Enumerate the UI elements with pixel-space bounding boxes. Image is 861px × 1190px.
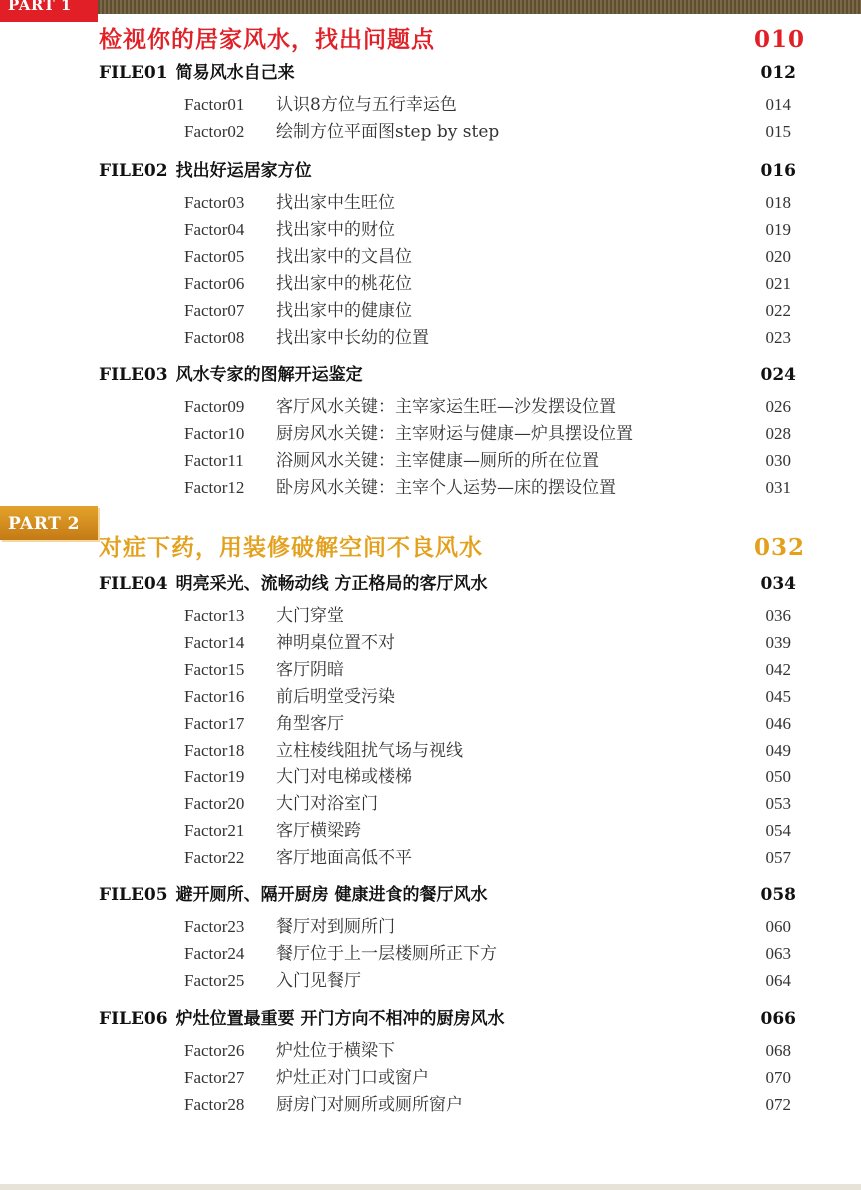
factor-row[interactable] <box>0 738 861 764</box>
part-title: 对症下药，用装修破解空间不良风水 <box>99 534 483 561</box>
factor-page-number: 045 <box>765 686 791 706</box>
factor-code: Factor03 <box>184 193 245 212</box>
factor-title: 浴厕风水关键：主宰健康—厕所的所在位置 <box>276 450 599 471</box>
factor-row[interactable] <box>0 217 861 243</box>
factor-title: 厨房风水关键：主宰财运与健康—炉具摆设位置 <box>276 423 633 444</box>
factor-row[interactable] <box>0 791 861 817</box>
factor-page-number: 060 <box>765 917 791 936</box>
factor-code: Factor19 <box>184 767 245 787</box>
factor-code: Factor18 <box>184 740 245 760</box>
factor-code: Factor26 <box>184 1041 245 1060</box>
factor-row[interactable] <box>0 603 861 629</box>
factor-page-number: 030 <box>765 450 791 470</box>
factor-title: 绘制方位平面图step by step <box>276 121 500 142</box>
factor-code: Factor22 <box>184 848 245 868</box>
factor-row[interactable] <box>0 1038 861 1064</box>
factor-code: Factor15 <box>184 659 245 679</box>
file-code: FILE05 <box>99 885 168 905</box>
factor-code: Factor01 <box>184 95 245 114</box>
factor-code: Factor24 <box>184 943 245 963</box>
file-title: 避开厕所、隔开厨房 健康进食的餐厅风水 <box>175 885 488 905</box>
factor-row[interactable] <box>0 657 861 683</box>
factor-page-number: 068 <box>765 1041 791 1060</box>
bottom-decorative-line <box>0 1184 861 1190</box>
factor-code: Factor28 <box>184 1094 245 1114</box>
factor-page-number: 046 <box>765 713 791 733</box>
factor-title: 角型客厅 <box>276 713 344 734</box>
file-heading <box>99 571 488 597</box>
factor-row[interactable] <box>0 941 861 967</box>
file-heading <box>99 1006 505 1032</box>
factor-row[interactable] <box>0 1092 861 1118</box>
factor-code: Factor06 <box>184 273 245 293</box>
part-page-number: 032 <box>753 534 805 561</box>
factor-code: Factor07 <box>184 300 245 320</box>
factor-page-number: 036 <box>765 606 791 625</box>
factor-row[interactable] <box>0 421 861 447</box>
factor-title: 客厅横梁跨 <box>276 821 361 842</box>
factor-code: Factor21 <box>184 821 245 841</box>
file-title: 炉灶位置最重要 开门方向不相冲的厨房风水 <box>175 1009 505 1029</box>
file-code: FILE02 <box>99 161 168 181</box>
factor-title: 餐厅对到厕所门 <box>276 917 395 937</box>
factor-code: Factor13 <box>184 606 245 625</box>
file-page-number: 024 <box>760 365 796 385</box>
file-page-number: 016 <box>760 161 796 181</box>
factor-title: 大门对浴室门 <box>276 794 378 815</box>
factor-code: Factor05 <box>184 246 245 266</box>
factor-title: 前后明堂受污染 <box>276 686 395 707</box>
factor-row[interactable] <box>0 298 861 324</box>
file-heading <box>99 882 488 908</box>
file-title: 明亮采光、流畅动线 方正格局的客厅风水 <box>175 574 488 594</box>
factor-page-number: 042 <box>765 659 791 679</box>
part-title-row[interactable] <box>0 25 861 55</box>
factor-row[interactable] <box>0 244 861 270</box>
factor-title: 入门见餐厅 <box>276 970 361 991</box>
factor-row[interactable] <box>0 684 861 710</box>
factor-title: 找出家中生旺位 <box>276 193 395 213</box>
factor-page-number: 053 <box>765 794 791 814</box>
factor-row[interactable] <box>0 764 861 790</box>
factor-page-number: 064 <box>765 970 791 990</box>
file-page-number: 034 <box>760 574 796 594</box>
factor-title: 找出家中的桃花位 <box>276 273 412 294</box>
factor-code: Factor08 <box>184 327 245 347</box>
file-page-number: 058 <box>760 885 796 905</box>
file-code: FILE01 <box>99 63 168 83</box>
factor-page-number: 070 <box>765 1067 791 1087</box>
part-title-row[interactable] <box>0 533 861 563</box>
factor-code: Factor02 <box>184 121 245 141</box>
factor-row[interactable] <box>0 1065 861 1091</box>
factor-page-number: 018 <box>765 193 791 212</box>
factor-code: Factor14 <box>184 632 245 652</box>
factor-code: Factor09 <box>184 397 245 416</box>
factor-page-number: 039 <box>765 632 791 652</box>
factor-code: Factor16 <box>184 686 245 706</box>
factor-row[interactable] <box>0 190 861 216</box>
factor-title: 大门对电梯或楼梯 <box>276 767 412 788</box>
factor-code: Factor20 <box>184 794 245 814</box>
factor-title: 客厅地面高低不平 <box>276 848 412 869</box>
part-page-number: 010 <box>753 26 805 53</box>
factor-title: 找出家中的财位 <box>276 219 395 240</box>
factor-row[interactable] <box>0 914 861 940</box>
factor-title: 卧房风水关键：主宰个人运势—床的摆设位置 <box>276 477 616 498</box>
factor-page-number: 026 <box>765 397 791 416</box>
factor-code: Factor23 <box>184 917 245 936</box>
factor-row[interactable] <box>0 711 861 737</box>
factor-row[interactable] <box>0 271 861 297</box>
factor-row[interactable] <box>0 475 861 501</box>
factor-row[interactable] <box>0 968 861 994</box>
file-row[interactable] <box>0 60 861 86</box>
part2-tab: PART 2 <box>0 506 98 540</box>
factor-page-number: 022 <box>765 300 791 320</box>
factor-page-number: 020 <box>765 246 791 266</box>
file-row[interactable] <box>0 1006 861 1032</box>
factor-page-number: 072 <box>765 1094 791 1114</box>
factor-page-number: 021 <box>765 273 791 293</box>
factor-page-number: 014 <box>765 95 791 114</box>
factor-page-number: 028 <box>765 423 791 443</box>
factor-title: 找出家中长幼的位置 <box>276 327 429 348</box>
factor-title: 炉灶位于横梁下 <box>276 1041 395 1061</box>
factor-page-number: 023 <box>765 327 791 347</box>
part1-tab: PART 1 <box>0 0 98 22</box>
factor-row[interactable] <box>0 630 861 656</box>
factor-row[interactable] <box>0 818 861 844</box>
factor-code: Factor04 <box>184 219 245 239</box>
file-title: 简易风水自己来 <box>175 63 295 83</box>
factor-title: 客厅风水关键：主宰家运生旺—沙发摆设位置 <box>276 397 616 417</box>
file-title: 风水专家的图解开运鉴定 <box>175 365 363 385</box>
file-row[interactable] <box>0 882 861 908</box>
factor-page-number: 054 <box>765 821 791 841</box>
factor-page-number: 063 <box>765 943 791 963</box>
file-code: FILE06 <box>99 1009 168 1029</box>
file-code: FILE03 <box>99 365 168 385</box>
file-heading <box>99 362 363 388</box>
factor-code: Factor12 <box>184 477 245 497</box>
factor-code: Factor10 <box>184 423 245 443</box>
factor-row[interactable] <box>0 92 861 118</box>
factor-title: 炉灶正对门口或窗户 <box>276 1067 429 1088</box>
factor-title: 找出家中的文昌位 <box>276 246 412 267</box>
file-title: 找出好运居家方位 <box>175 161 312 181</box>
file-page-number: 012 <box>760 63 796 83</box>
factor-page-number: 019 <box>765 219 791 239</box>
factor-row[interactable] <box>0 394 861 420</box>
file-heading <box>99 60 295 86</box>
factor-page-number: 050 <box>765 767 791 787</box>
part-title: 检视你的居家风水，找出问题点 <box>99 26 435 53</box>
file-row[interactable] <box>0 158 861 184</box>
factor-row[interactable] <box>0 119 861 145</box>
file-row[interactable] <box>0 362 861 388</box>
factor-row[interactable] <box>0 845 861 871</box>
factor-title: 大门穿堂 <box>276 606 344 626</box>
factor-code: Factor17 <box>184 713 245 733</box>
factor-title: 找出家中的健康位 <box>276 300 412 321</box>
factor-page-number: 031 <box>765 477 791 497</box>
factor-page-number: 057 <box>765 848 791 868</box>
factor-code: Factor11 <box>184 450 244 470</box>
factor-title: 厨房门对厕所或厕所窗户 <box>276 1094 463 1115</box>
factor-title: 立柱棱线阻扰气场与视线 <box>276 740 463 761</box>
file-page-number: 066 <box>760 1009 796 1029</box>
factor-title: 餐厅位于上一层楼厕所正下方 <box>276 943 497 964</box>
factor-row[interactable] <box>0 325 861 351</box>
factor-title: 神明桌位置不对 <box>276 632 395 653</box>
factor-code: Factor27 <box>184 1067 245 1087</box>
factor-title: 认识8方位与五行幸运色 <box>276 95 457 115</box>
factor-row[interactable] <box>0 448 861 474</box>
factor-title: 客厅阴暗 <box>276 659 344 680</box>
file-heading <box>99 158 312 184</box>
top-decorative-bar <box>0 0 861 14</box>
file-row[interactable] <box>0 571 861 597</box>
factor-page-number: 015 <box>765 121 791 141</box>
factor-page-number: 049 <box>765 740 791 760</box>
factor-code: Factor25 <box>184 970 245 990</box>
file-code: FILE04 <box>99 574 168 594</box>
